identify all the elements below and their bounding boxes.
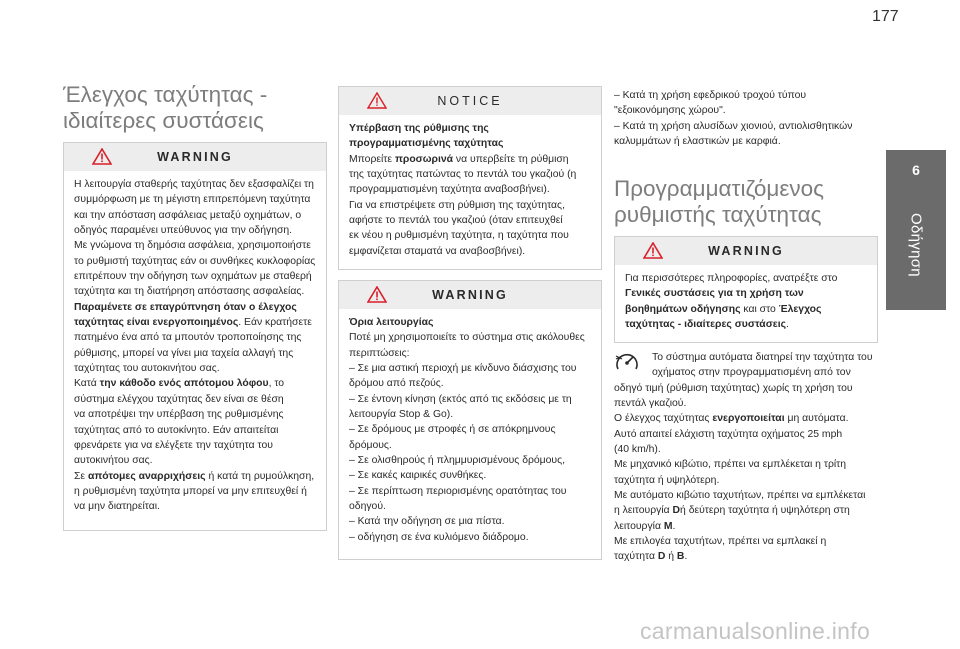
notice-title: NOTICE: [437, 94, 503, 108]
notice-header: [339, 87, 601, 115]
notice-box-overriding: [338, 86, 602, 270]
warning-body: Η λειτουργία σταθερής ταχύτητας δεν εξασφαλίζει τη συμμόρφωση με τη μέγιστη επιτρεπόμενη ταχύτητα και την απόσταση ασφάλειας μεταξύ οχημάτων, ο οδηγός παραμένει υπεύθυνος για την οδήγηση. Με γνώμονα τη δημόσια ασφάλεια, χρησιμοποιήστε το ρυθμιστή ταχύτητας εάν οι συνθήκες κυκλοφορίας επιτρέπουν την οδήγηση των οχημάτων με σταθερή ταχύτητα και τη διατήρηση απόστασης ασφαλείας. Παραμένετε σε επαγρύπνηση όταν ο έλεγχος ταχύτητας είναι ενεργοποιημένος. Εάν κρατήσετε πατημένο ένα από τα μπουτόν τροποποίησης της ρύθμισης, μπορεί να γίνει μια ταχεία αλλαγή της ταχύτητας του αυτοκινήτου σας. Κατά την κάθοδο ενός απότομου λόφου, το σύστημα ελέγχου ταχύτητας δεν είναι σε θέση να αποτρέψει την υπέρβαση της ρυθμισμένης ταχύτητας από το αυτοκίνητο. Εάν απαιτείται φρενάρετε για να ελέγξετε την ταχύτητα του αυτοκινήτου σας. Σε απότομες αναρριχήσεις ή κατά τη ρυμούλκηση, η ρυθμισμένη ταχύτητα μπορεί να μην επιτευχθεί ή να μην διατηρείται.: [74, 179, 316, 513]
warning-title: WARNING: [432, 288, 508, 302]
section-heading: Έλεγχος ταχύτητας - ιδιαίτερες συστάσεις: [63, 82, 268, 133]
right-heading-block: [614, 176, 884, 228]
warning-body: Όρια λειτουργίας Ποτέ μη χρησιμοποιείτε το σύστημα στις ακόλουθες περιπτώσεις: – Σε μια αστική περιοχή με κίνδυνο διάσχισης του δρόμου από πεζούς. – Σε έντονη κίνηση (εκτός από τις εκδόσεις με τη λειτουργία Stop & Go). – Σε δρόμους με στροφές ή σε απόκρημνους δρόμους. – Σε ολισθηρούς ή πλημμυρισμένους δρόμους, – Σε κακές καιρικές συνθήκες. – Σε περίπτωση περιορισμένης ορατότητας του οδηγού. – Κατά την οδήγηση σε μια πίστα. – οδήγηση σε ένα κυλιόμενο διάδρομο.: [349, 317, 585, 543]
watermark: carmanualsonline.info: [640, 618, 871, 644]
chapter-tab[interactable]: [886, 150, 946, 310]
warning-box-see-also: [614, 236, 878, 343]
warning-box-operating-limits: [338, 280, 602, 560]
warning-title: WARNING: [157, 150, 233, 164]
warning-box-speed-limiter: [63, 142, 327, 531]
right-body-text: Το σύστημα αυτόματα διατηρεί την ταχύτητα του οχήματος στην προγραμματισμένη από τον οδηγό τιμή (ρύθμιση ταχύτητας) χωρίς τη χρήση του πεντάλ γκαζιού. Ο έλεγχος ταχύτητας ενεργοποιείται μη αυτόματα. Αυτό απαιτεί ελάχιστη ταχύτητα οχήματος 25 mph (40 km/h). Με μηχανικό κιβώτιο, πρέπει να εμπλέκεται η τρίτη ταχύτητα ή υψηλότερη. Με αυτόματο κιβώτιο ταχυτήτων, πρέπει να εμπλέκεται η λειτουργία Dή δεύτερη ταχύτητα ή υψηλότερη στη λειτουργία M. Με επιλογέα ταχυτήτων, πρέπει να εμπλακεί η ταχύτητα D ή B.: [614, 352, 873, 563]
right-top-list: – Κατά τη χρήση εφεδρικού τροχού τύπου "εξοικονόμησης χώρου". – Κατά τη χρήση αλυσίδων χιονιού, αντιολισθητικών καλυμμάτων ή ελαστικών με καρφιά.: [614, 90, 853, 147]
chapter-number: 6: [912, 162, 920, 178]
warning-header: [615, 237, 877, 265]
section-heading: Προγραμματιζόμενος ρυθμιστής ταχύτητας: [614, 176, 824, 227]
warning-header: [339, 281, 601, 309]
notice-body: Υπέρβαση της ρύθμισης της προγραμματισμένης ταχύτητας Μπορείτε προσωρινά να υπερβείτε τη ρύθμιση της ταχύτητας πατώντας το πεντάλ του γκαζιού (η προγραμματισμένη ταχύτητα αναβοσβήνει). Για να επιστρέψετε στη ρύθμιση της ταχύτητας, αφήστε το πεντάλ του γκαζιού (όταν επιτευχθεί εκ νέου η ρυθμισμένη ταχύτητα, η ταχύτητα που εμφανίζεται σταματά να αναβοσβήνει).: [349, 123, 577, 257]
chapter-label: Οδήγηση: [907, 213, 925, 277]
warning-header: [64, 143, 326, 171]
warning-title: WARNING: [708, 244, 784, 258]
warning-body: Για περισσότερες πληροφορίες, ανατρέξτε στο Γενικές συστάσεις για τη χρήση των βοηθημάτων οδήγησης και στο Έλεγχος ταχύτητας - ιδιαίτερες συστάσεις.: [625, 273, 838, 331]
left-column: [63, 82, 331, 134]
page-number: 177: [872, 8, 899, 25]
